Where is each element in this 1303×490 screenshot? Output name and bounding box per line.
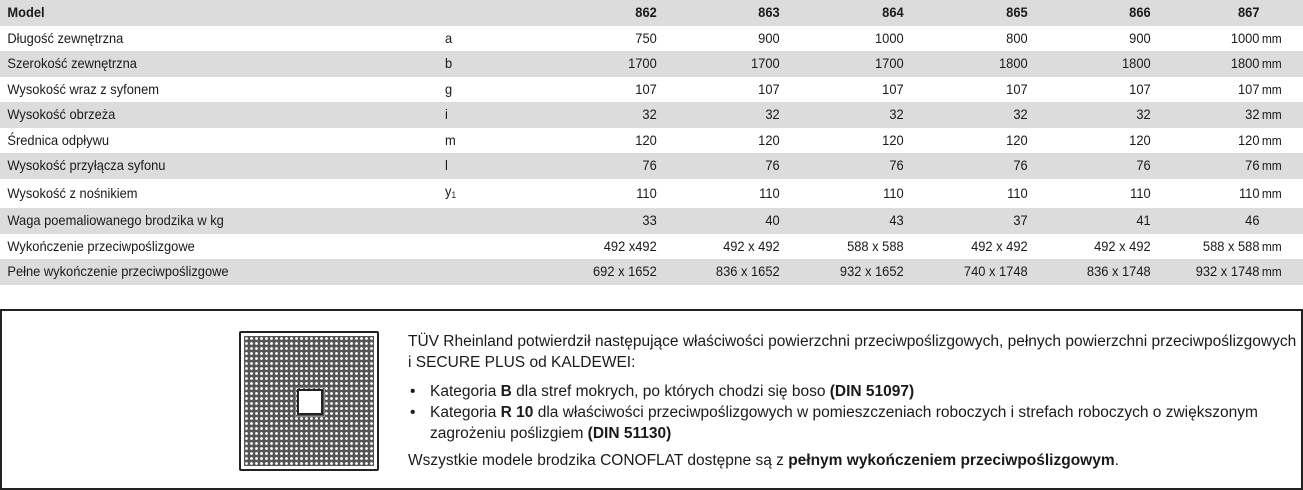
row-value: 33 — [642, 212, 657, 228]
row-unit: mm — [1261, 238, 1282, 254]
row-value: 76 — [1245, 157, 1260, 173]
header-model: 867 — [1238, 4, 1260, 20]
row-value: 492 x492 — [603, 237, 657, 254]
row-symbol — [445, 153, 525, 179]
header-unit — [1260, 0, 1300, 26]
header-model: 866 — [1129, 4, 1152, 20]
row-value: 1800 — [998, 55, 1028, 71]
row-value: 41 — [1136, 212, 1152, 228]
row-unit: mm — [1261, 56, 1282, 71]
row-value: 120 — [1005, 131, 1028, 148]
header-model: 863 — [758, 4, 781, 20]
row-value: 110 — [759, 184, 781, 201]
info-bullets — [408, 381, 1298, 444]
row-value: 492 x 492 — [723, 237, 781, 254]
row-unit: mm — [1261, 264, 1282, 279]
row-value: 110 — [1006, 184, 1028, 201]
info-bullet-item: • Kategoria R 10 dla właściwości przeciwpoślizgowych w pomieszczeniach roboczych i strefach roboczych o zwiększonym zagrożeniu poślizgiem (DIN 51130) — [410, 404, 1258, 442]
row-value: 32 — [889, 106, 904, 122]
header-model: 865 — [1005, 4, 1028, 20]
row-value: 37 — [1013, 212, 1028, 228]
row-value: 900 — [758, 29, 781, 46]
row-symbol — [445, 51, 525, 77]
row-value: 43 — [889, 212, 904, 228]
row-value: 110 — [883, 184, 904, 201]
row-value: 107 — [1129, 80, 1152, 97]
row-label: Waga poemaliowanego brodzika w kg — [7, 212, 224, 228]
row-value: 1700 — [875, 55, 904, 71]
row-label: Wysokość obrzeża — [7, 106, 116, 122]
row-symbol — [445, 26, 525, 52]
table-row — [0, 51, 1303, 77]
row-symbol — [445, 77, 525, 103]
row-unit: mm — [1261, 132, 1282, 148]
row-unit: mm — [1261, 185, 1282, 201]
row-unit — [1260, 208, 1300, 234]
row-symbol — [445, 179, 525, 209]
row-value: 120 — [634, 131, 657, 148]
row-symbol — [445, 102, 525, 128]
symbol-text: g — [444, 80, 452, 97]
header-symbol — [445, 0, 525, 26]
row-symbol — [445, 128, 525, 154]
symbol-text: l — [444, 157, 448, 173]
row-value: 492 x 492 — [1094, 237, 1152, 254]
bullet-icon: • — [410, 383, 416, 400]
row-value: 836 x 1748 — [1087, 263, 1152, 279]
info-intro: TÜV Rheinland potwierdził następujące właściwości powierzchni przeciwpoślizgowych, pełnych powierzchni przeciwpoślizgowych i SECURE PLUS od KALDEWEI: — [408, 333, 1297, 371]
row-value: 107 — [882, 80, 904, 97]
row-value: 588 x 588 — [1202, 237, 1260, 254]
row-value: 740 x 1748 — [963, 263, 1028, 279]
row-value: 932 x 1652 — [839, 263, 904, 279]
row-value: 492 x 492 — [970, 237, 1028, 254]
row-label: Szerokość zewnętrzna — [7, 55, 137, 71]
symbol-text: b — [444, 55, 452, 71]
row-value: 32 — [765, 106, 781, 122]
header-label: Model — [7, 4, 45, 20]
row-value: 110 — [635, 184, 657, 201]
row-unit: mm — [1261, 107, 1282, 122]
row-unit: mm — [1261, 81, 1282, 97]
symbol-subscript: 1 — [451, 189, 456, 200]
bullet-icon: • — [410, 404, 416, 421]
row-value: 692 x 1652 — [592, 263, 657, 279]
row-symbol — [445, 234, 525, 260]
row-value: 1000 — [875, 29, 904, 46]
row-value: 107 — [758, 80, 781, 97]
row-value: 1800 — [1122, 55, 1152, 71]
row-value: 120 — [758, 131, 781, 148]
table-row — [0, 128, 1303, 154]
info-bullet-item: • Kategoria B dla stref mokrych, po których chodzi się boso (DIN 51097) — [410, 383, 915, 400]
row-value: 107 — [634, 80, 657, 97]
table-row — [0, 77, 1303, 103]
header-model: 862 — [634, 4, 657, 20]
row-value: 32 — [1013, 106, 1028, 122]
row-value: 107 — [1005, 80, 1028, 97]
anti-slip-info-box — [0, 309, 1303, 490]
row-label: Wykończenie przeciwpoślizgowe — [7, 237, 195, 254]
drain-opening — [297, 389, 323, 415]
row-value: 32 — [1245, 106, 1260, 122]
row-value: 76 — [765, 157, 781, 173]
row-value: 76 — [642, 157, 657, 173]
row-value: 46 — [1245, 212, 1260, 228]
row-unit: mm — [1261, 30, 1282, 46]
row-value: 107 — [1238, 80, 1260, 97]
table-row — [0, 234, 1303, 260]
symbol-text: m — [444, 131, 456, 148]
row-label: Wysokość przyłącza syfonu — [7, 157, 166, 173]
row-value: 120 — [1238, 131, 1260, 148]
row-label: Długość zewnętrzna — [7, 29, 124, 46]
row-value: 76 — [889, 157, 904, 173]
row-value: 800 — [1005, 29, 1028, 46]
row-value: 932 x 1748 — [1195, 263, 1260, 279]
anti-slip-surface-pattern-icon — [239, 331, 379, 471]
row-value: 1700 — [627, 55, 657, 71]
table-header-row — [0, 0, 1303, 26]
row-value: 900 — [1129, 29, 1152, 46]
row-value: 110 — [1130, 184, 1152, 201]
row-value: 1700 — [751, 55, 781, 71]
table-row — [0, 179, 1303, 209]
row-symbol — [445, 208, 525, 234]
row-value: 588 x 588 — [847, 237, 904, 254]
info-text — [408, 331, 1298, 471]
info-final-note: Wszystkie modele brodzika CONOFLAT dostępne są z pełnym wykończeniem przeciwpoślizgowym. — [408, 452, 1119, 469]
table-row — [0, 26, 1303, 52]
row-value: 120 — [882, 131, 904, 148]
row-value: 1000 — [1230, 29, 1260, 46]
symbol-text: i — [444, 106, 448, 122]
row-unit: mm — [1261, 158, 1282, 173]
row-value: 76 — [1013, 157, 1028, 173]
row-value: 110 — [1238, 184, 1260, 201]
table-row — [0, 259, 1303, 285]
row-value: 750 — [634, 29, 657, 46]
row-value: 32 — [1136, 106, 1152, 122]
row-value: 836 x 1652 — [716, 263, 781, 279]
row-value: 120 — [1129, 131, 1152, 148]
row-label: Średnica odpływu — [7, 131, 110, 148]
symbol-text: a — [444, 29, 452, 46]
header-model: 864 — [882, 4, 904, 20]
row-label: Pełne wykończenie przeciwpoślizgowe — [7, 263, 229, 279]
row-value: 1800 — [1230, 55, 1260, 71]
row-value: 40 — [765, 212, 781, 228]
table-row — [0, 102, 1303, 128]
row-symbol — [445, 259, 525, 285]
symbol-text: y — [444, 182, 452, 199]
row-label: Wysokość z nośnikiem — [7, 184, 138, 201]
row-label: Wysokość wraz z syfonem — [7, 80, 159, 97]
table-row — [0, 208, 1303, 234]
table-row — [0, 153, 1303, 179]
row-value: 32 — [642, 106, 657, 122]
row-value: 76 — [1136, 157, 1152, 173]
